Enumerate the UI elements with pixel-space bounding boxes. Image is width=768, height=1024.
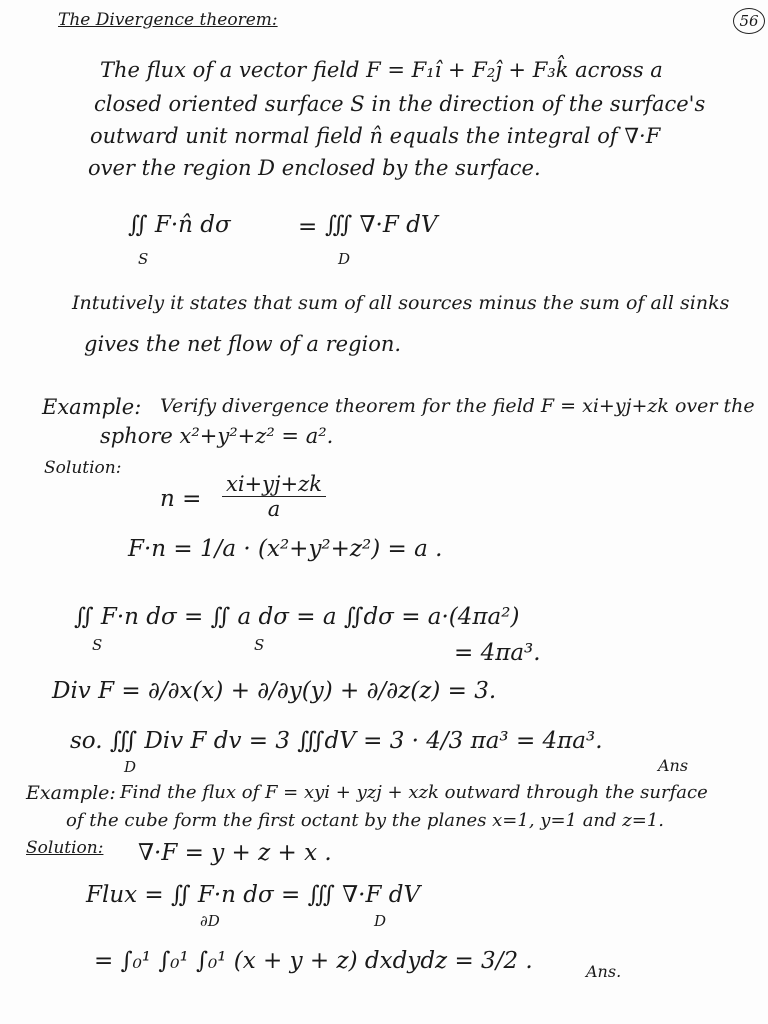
example2-label: Example: bbox=[26, 782, 116, 804]
page-title: The Divergence theorem: bbox=[58, 10, 278, 30]
example2-text2: of the cube form the first octant by the planes x=1, y=1 and z=1. bbox=[66, 810, 665, 831]
flux-line: Flux = ∬ F·n dσ = ∭ ∇·F dV bbox=[86, 882, 421, 908]
statement-line-1: The flux of a vector field F = F₁î + F₂ĵ + F₃k̂ across a bbox=[100, 58, 663, 82]
formula-rhs-subscript: D bbox=[338, 250, 351, 268]
statement-line-3: outward unit normal field n̂ equals the integral of ∇·F bbox=[90, 124, 661, 148]
flux-subscript-2: D bbox=[374, 912, 387, 930]
surface-subscript-1: S bbox=[92, 636, 103, 654]
statement-line-2: closed oriented surface S in the direction of the surface's bbox=[94, 92, 706, 116]
f-dot-n-line: F·n = 1/a · (x²+y²+z²) = a . bbox=[128, 536, 443, 562]
formula-rhs: ∭ ∇·F dV bbox=[325, 212, 438, 238]
so-subscript: D bbox=[124, 758, 137, 776]
formula-equals: = bbox=[298, 214, 318, 240]
surface-integral-line: ∬ F·n dσ = ∬ a dσ = a ∬dσ = a·(4πa²) bbox=[74, 604, 520, 630]
formula-lhs: ∬ F·n̂ dσ bbox=[128, 212, 231, 238]
divergence-line: Div F = ∂/∂x(x) + ∂/∂y(y) + ∂/∂z(z) = 3. bbox=[52, 678, 497, 704]
formula-lhs-subscript: S bbox=[138, 250, 149, 268]
page-number: 56 bbox=[733, 8, 765, 34]
normal-fraction bbox=[222, 472, 326, 521]
example1-solution-label: Solution: bbox=[44, 458, 122, 478]
intuition-line-1: Intutively it states that sum of all sources minus the sum of all sinks bbox=[72, 292, 730, 314]
example1-text: Verify divergence theorem for the field F = xi+yj+zk over the bbox=[160, 395, 755, 417]
example1-text2: sphore x²+y²+z² = a². bbox=[100, 424, 334, 448]
intuition-line-2: gives the net flow of a region. bbox=[84, 332, 402, 356]
normal-numerator: xi+yj+zk bbox=[222, 472, 326, 497]
final-integral-line: = ∫₀¹ ∫₀¹ ∫₀¹ (x + y + z) dxdydz = 3/2 . bbox=[94, 948, 533, 974]
example2-text: Find the flux of F = xyi + yzj + xzk outward through the surface bbox=[120, 782, 708, 803]
example2-solution-label: Solution: bbox=[26, 838, 104, 858]
surface-result: = 4πa³. bbox=[454, 640, 541, 666]
example2-answer-mark: Ans. bbox=[586, 962, 622, 981]
example1-answer-mark: Ans bbox=[658, 756, 689, 775]
flux-subscript-1: ∂D bbox=[200, 912, 220, 930]
example2-divergence-line: ∇·F = y + z + x . bbox=[138, 840, 332, 866]
normal-lhs: n = bbox=[160, 486, 202, 512]
example1-label: Example: bbox=[42, 395, 142, 419]
so-line: so. ∭ Div F dv = 3 ∭dV = 3 · 4/3 πa³ = 4πa³. bbox=[70, 728, 603, 754]
normal-denominator: a bbox=[267, 497, 281, 521]
statement-line-4: over the region D enclosed by the surface. bbox=[88, 156, 541, 180]
surface-subscript-2: S bbox=[254, 636, 265, 654]
